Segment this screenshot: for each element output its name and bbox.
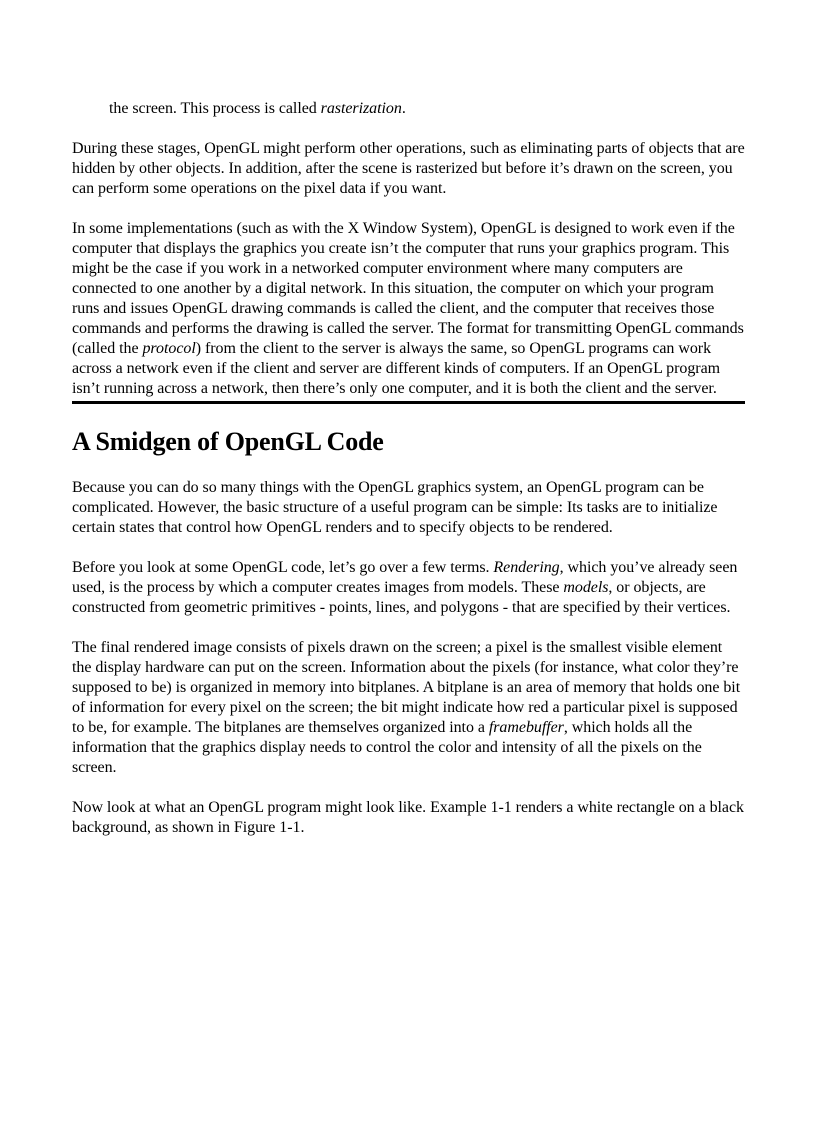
client-server-text-2: ) from the client to the server is always the same, so OpenGL programs can work across a network even if the client and server are different kinds of computers. If an OpenGL program isn’t running across a network, then there’s only one computer, and it is both the client and the server. (72, 340, 721, 397)
paragraph-other-operations: During these stages, OpenGL might perform other operations, such as eliminating parts of objects that are hidden by other objects. In addition, after the scene is rasterized but before it’s drawn on the screen, you can perform some operations on the pixel data if you want. (72, 140, 745, 197)
continuation-line (109, 99, 745, 119)
paragraph-program-structure: Because you can do so many things with the OpenGL graphics system, an OpenGL program can be complicated. However, the basic structure of a useful program can be simple: Its tasks are to initialize certain states that control how OpenGL renders and to specify objects to be rendered. (72, 479, 718, 536)
paragraph-client-server (72, 219, 745, 399)
document-page (72, 0, 745, 838)
terms-text-2: , which you’ve already seen used, is the process by which a computer creates images from models. These (72, 559, 738, 596)
term-framebuffer: framebuffer (488, 719, 564, 736)
continuation-prefix: the screen. This process is called (109, 100, 321, 117)
terms-text-1: Before you look at some OpenGL code, let’s go over a few terms. (72, 559, 494, 576)
term-rendering: Rendering (493, 559, 560, 576)
pixels-text-1: The final rendered image consists of pixels drawn on the screen; a pixel is the smallest visible element the display hardware can put on the screen. Information about the pixels (for instance, what color they’re supposed to be) is organized in memory into bitplanes. A bitplane is an area of memory that holds one bit of information for every pixel on the screen; the bit might indicate how red a particular pixel is supposed to be, for example. The bitplanes are themselves organized into a (72, 639, 741, 736)
term-protocol: protocol (142, 340, 196, 357)
paragraph-terms (72, 558, 745, 618)
continuation-suffix: . (401, 100, 406, 117)
pixels-text-2: , which holds all the information that the graphics display needs to control the color and intensity of all the pixels on the screen. (72, 719, 702, 776)
paragraph-pixels (72, 638, 745, 778)
section-heading: A Smidgen of OpenGL Code (72, 427, 384, 456)
paragraph-example-intro: Now look at what an OpenGL program might look like. Example 1-1 renders a white rectangle on a black background, as shown in Figure 1-1. (72, 799, 744, 836)
client-server-text-1: In some implementations (such as with the X Window System), OpenGL is designed to work even if the computer that displays the graphics you create isn’t the computer that runs your graphics program. This might be the case if you work in a networked computer environment where many computers are connected to one another by a digital network. In this situation, the computer on which your program runs and issues OpenGL drawing commands is called the client, and the computer that receives those commands and performs the drawing is called the server. The format for transmitting OpenGL commands (called the (72, 220, 744, 357)
term-rasterization: rasterization (320, 100, 402, 117)
terms-text-3: , or objects, are constructed from geometric primitives - points, lines, and polygons - that are specified by their vertices. (72, 579, 731, 616)
section-divider (72, 401, 745, 404)
term-models: models (563, 579, 609, 596)
